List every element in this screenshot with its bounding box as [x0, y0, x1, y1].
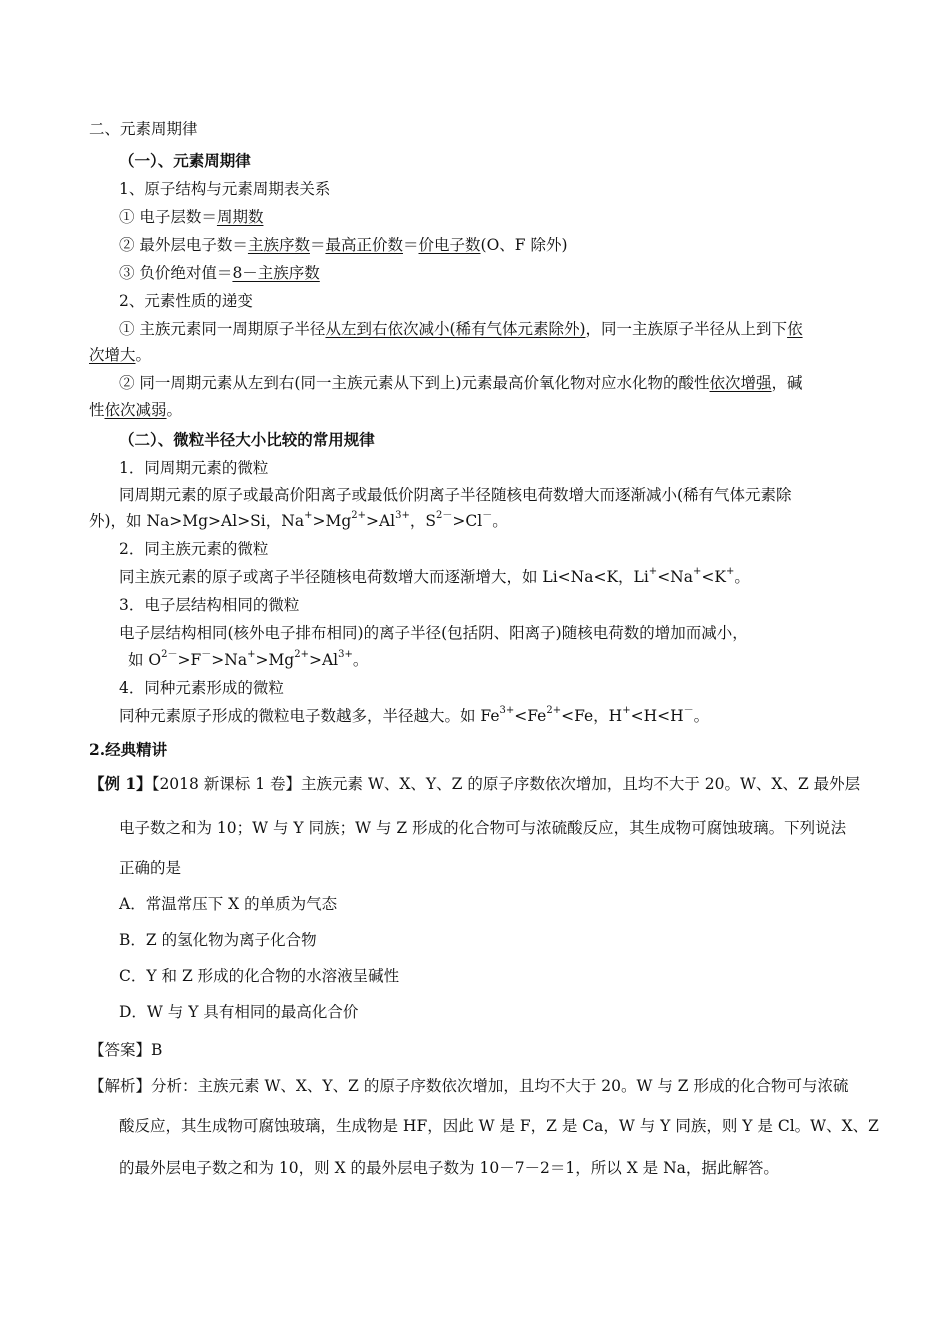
- trend-1-line-1: ① 主族元素同一周期原子半径从左到右依次减小(稀有气体元素除外)，同一主族原子半径从上到下依: [119, 320, 803, 338]
- analysis-line-1: 【解析】分析：主族元素 W、X、Y、Z 的原子序数依次增加，且均不大于 20。W 与 Z 形成的化合物可与浓硫: [89, 1077, 849, 1095]
- rule-text-1-line-1: 同周期元素的原子或最高价阳离子或最低价阴离子半径随核电荷数增大而逐渐减小(稀有气体元素除: [119, 486, 792, 504]
- rule-text-3-line-2: 如 $O^{2-}>F^->Na^+>Mg^{2+}>Al^{3+}$。: [128, 648, 369, 669]
- subsection-title-2: （二）、微粒半径大小比较的常用规律: [119, 430, 375, 449]
- rule-3: ③ 负价绝对值＝8－主族序数: [119, 264, 320, 282]
- option-a: A．常温常压下 X 的单质为气态: [119, 895, 338, 913]
- rule-heading-1: 1．同周期元素的微粒: [119, 459, 269, 477]
- example-label: 【例 1】: [89, 774, 152, 793]
- option-c: C．Y 和 Z 形成的化合物的水溶液呈碱性: [119, 967, 400, 985]
- trend-2-line-2: 性依次减弱。: [89, 401, 183, 419]
- subsection-title-1: （一）、元素周期律: [119, 151, 251, 170]
- rule-1: ① 电子层数＝周期数: [119, 208, 264, 226]
- rule-heading-3: 3．电子层结构相同的微粒: [119, 596, 300, 614]
- trend-2-line-1: ② 同一周期元素从左到右(同一主族元素从下到上)元素最高价氧化物对应水化物的酸性依次增强，碱: [119, 374, 803, 392]
- example-1-line-3: 正确的是: [119, 859, 182, 877]
- answer-label: 【答案】: [89, 1041, 152, 1059]
- rule-text-1-line-2: 外)，如 Na>Mg>Al>Si，$Na^+>Mg^{2+}>Al^{3+}$，$S^{2-}>Cl^-$。: [89, 509, 508, 530]
- point-1-heading: 1、原子结构与元素周期表关系: [119, 180, 331, 198]
- trend-1-line-2: 次增大。: [89, 346, 152, 364]
- answer-line: [89, 1040, 162, 1060]
- example-1-line-2: 电子数之和为 10；W 与 Y 同族；W 与 Z 形成的化合物可与浓硫酸反应，其生成物可腐蚀玻璃。下列说法: [119, 819, 847, 837]
- section-title: 二、元素周期律: [89, 120, 198, 138]
- rule-text-2: 同主族元素的原子或离子半径随核电荷数增大而逐渐增大，如 Li<Na<K，Li+<Na+<K+。: [119, 565, 750, 586]
- rule-heading-4: 4．同种元素形成的微粒: [119, 679, 284, 697]
- rule-text-4: 同种元素原子形成的微粒电子数越多，半径越大。如 $Fe^{3+}<Fe^{2+}<Fe$，H+<H<H－。: [119, 704, 710, 725]
- point-2-heading: 2、元素性质的递变: [119, 292, 253, 310]
- rule-2: ② 最外层电子数＝主族序数＝最高正价数＝价电子数(O、F 除外): [119, 236, 568, 254]
- answer-value: B: [151, 1041, 163, 1059]
- example-1-line-1: 【例 1】【2018 新课标 1 卷】主族元素 W、X、Y、Z 的原子序数依次增加，且均不大于 20。W、X、Z 最外层: [89, 774, 861, 793]
- section-2-title: 2.经典精讲: [89, 740, 168, 759]
- option-b: B．Z 的氢化物为离子化合物: [119, 931, 317, 949]
- analysis-label: 【解析】: [89, 1077, 152, 1095]
- analysis-line-3: 的最外层电子数之和为 10，则 X 的最外层电子数为 10－7－2＝1，所以 X 是 Na，据此解答。: [119, 1159, 779, 1177]
- rule-text-3-line-1: 电子层结构相同(核外电子排布相同)的离子半径(包括阴、阳离子)随核电荷数的增加而减小，: [119, 624, 748, 642]
- analysis-line-2: 酸反应，其生成物可腐蚀玻璃，生成物是 HF，因此 W 是 F，Z 是 Ca，W 与 Y 同族，则 Y 是 Cl。W、X、Z: [119, 1117, 879, 1135]
- rule-heading-2: 2．同主族元素的微粒: [119, 540, 269, 558]
- option-d: D．W 与 Y 具有相同的最高化合价: [119, 1003, 359, 1021]
